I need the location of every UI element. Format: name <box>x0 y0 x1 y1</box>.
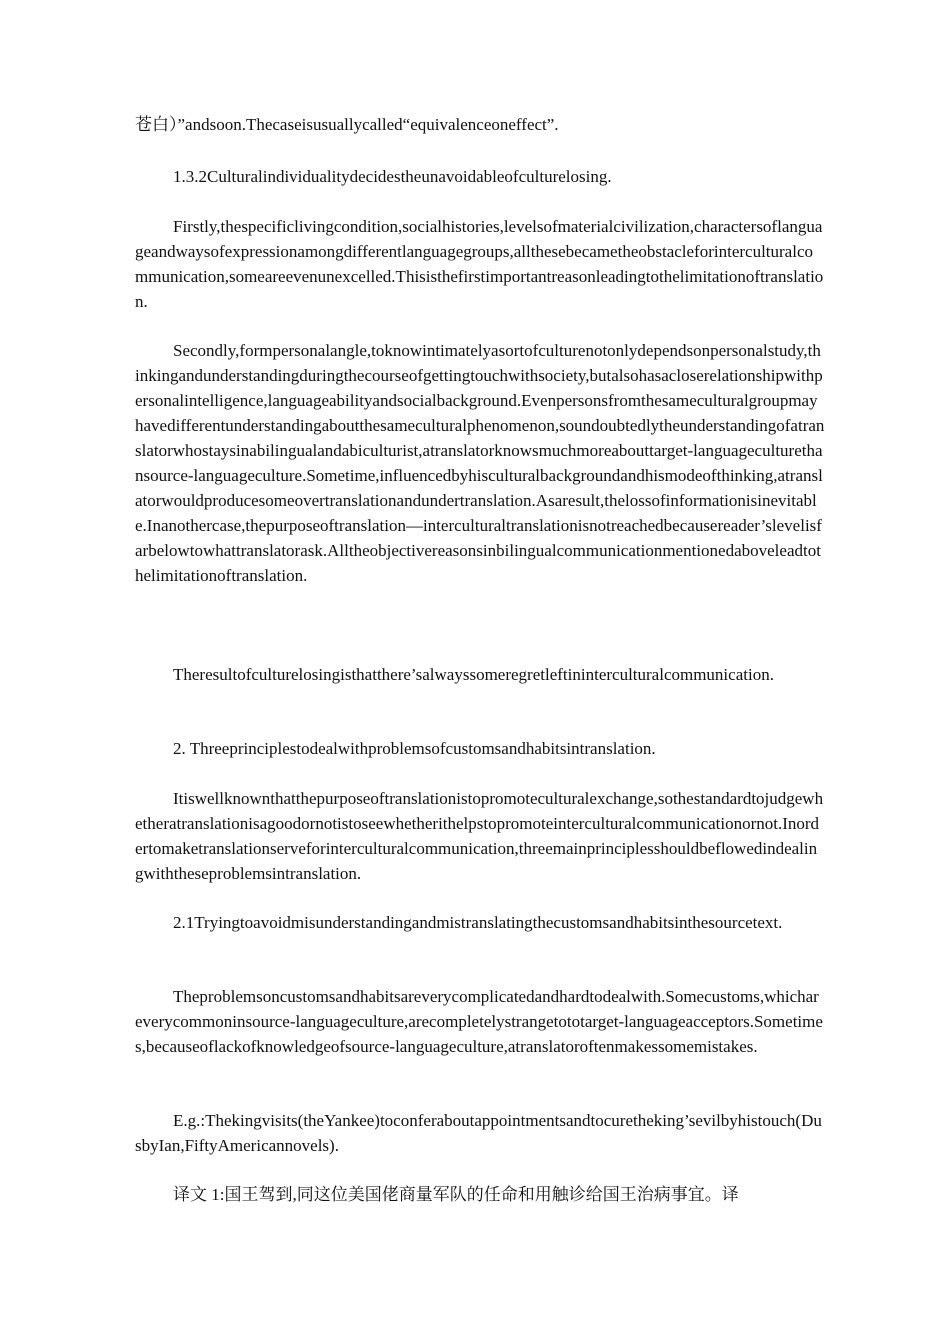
section-heading-2-1: 2.1Tryingtoavoidmisunderstandingandmistranslatingthecustomsandhabitsinthesourcetext. <box>173 913 783 932</box>
paragraph-firstly: Firstly,thespecificlivingcondition,socialhistories,levelsofmaterialcivilization,charactersoflanguageandwaysofexpressionamongdifferentlanguagegroups,allthesebecametheobstacleforinterculturalcommunication,someareevenunexcelled.Thisisthefirstimportantreasonleadingtothelimitationoftranslation. <box>135 217 824 311</box>
section-heading-1-3-2: 1.3.2Culturalindividualitydecidestheunavoidableofculturelosing. <box>173 167 612 186</box>
paragraph-translation-1: 译文 1:国王驾到,同这位美国佬商量军队的任命和用触诊给国王治病事宜。译 <box>173 1185 739 1204</box>
paragraph-result: Theresultofculturelosingisthatthere’salwayssomeregretleftininterculturalcommunication. <box>173 665 774 684</box>
paragraph-problems: Theproblemsoncustomsandhabitsareverycomplicatedandhardtodealwith.Somecustoms,whichareverycommoninsource-languageculture,arecompletelystrangetototarget-languageacceptors.Sometimes,becauseoflackofknowledgeofsource-languageculture,atranslatoroftenmakessomemistakes. <box>135 987 823 1056</box>
section-heading-2: 2. Threeprinciplestodealwithproblemsofcustomsandhabitsintranslation. <box>173 739 656 758</box>
paragraph-secondly: Secondly,formpersonalangle,toknowintimatelyasortofculturenotonlydependsonpersonalstudy,thinkingandunderstandingduringthecourseofgettingtouchwithsociety,butalsohasacloserelationshipwithpersonalintelligence,languageabilityandsocialbackground.Evenpersonsfromthesameculturalgroupmayhavedifferentunderstandingaboutthesameculturalphenomenon,soundoubtedlytheunderstandingofatranslatorwhostaysinabilingualandabiculturist,atranslatorknowsmuchmoreabouttarget-languageculturethansource-languageculture.Sometime,influencedbyhisculturalbackgroundandhismodeofthinking,atranslatorwouldproducesomeovertranslationandundertranslation.Asaresult,thelossofinformationisinevitable.Inanothercase,thepurposeoftranslation—interculturaltranslationisnotreachedbecausereader’slevelisfarbelowtowhattranslatorask.Alltheobjectivereasonsinbilingualcommunicationmentionedaboveleadtothelimitationoftranslation. <box>135 341 825 585</box>
paragraph-well-known: Itiswellknownthatthepurposeoftranslationistopromoteculturalexchange,sothestandardtojudgewhetheratranslationisagoodornotistoseewhetherithelpstopromoteinterculturalcommunicationornot.Inordertomaketranslationserveforinterculturalcommunication,threemainprinciplesshouldbeflowedindealingwiththeseproblemsintranslation. <box>135 789 824 883</box>
paragraph-continuation: 苍白）”andsoon.Thecaseisusuallycalled“equivalenceoneffect”. <box>135 115 559 134</box>
paragraph-example: E.g.:Thekingvisits(theYankee)toconferaboutappointmentsandtocuretheking’sevilbyhistouch(DusbyIan,FiftyAmericannovels). <box>135 1111 822 1155</box>
